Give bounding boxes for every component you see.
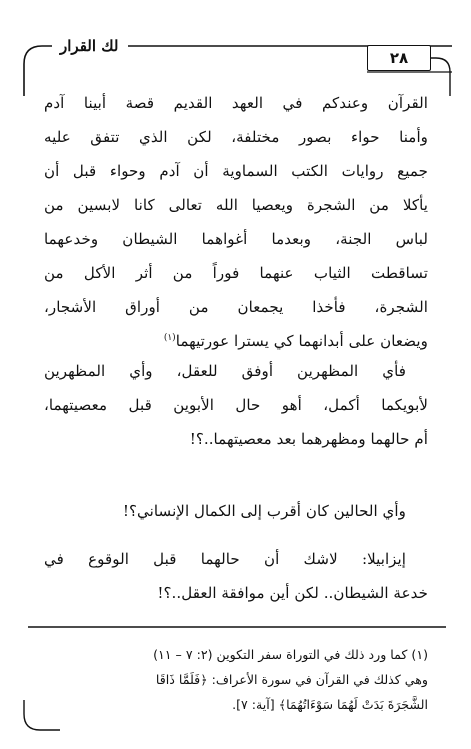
paragraph-1 [44, 86, 428, 358]
footnote-line: (١) كما ورد ذلك في التوراة سفر التكوين (٢: ٧ – ١١) [153, 647, 428, 662]
footnote-line: وهي كذلك في القرآن في سورة الأعراف: ﴿فَلَمَّا ذَاقَا [155, 672, 428, 687]
running-title: لك القرار [52, 36, 126, 56]
text-line-with-footnote [44, 324, 428, 358]
text-line: خدعة الشيطان.. لكن أين موافقة العقل..؟! [157, 584, 428, 602]
paragraph-3 [44, 494, 428, 528]
text-line: القرآن وعندكم في العهد القديم قصة أبينا آدم [44, 94, 428, 112]
text-line: فأي المظهرين أوفق للعقل، وأي المظهرين [44, 362, 406, 380]
paragraph-2 [44, 354, 428, 456]
text-line: جميع روايات الكتب السماوية أن آدم وحواء قبل أن [44, 162, 428, 180]
text-line: تساقطت الثياب عنهما فوراً من أثر الأكل من [44, 264, 428, 282]
text-line: إيزابيلا: لاشك أن حالهما قبل الوقوع في [44, 550, 406, 568]
text-line: وأي الحالين كان أقرب إلى الكمال الإنساني؟! [122, 502, 406, 520]
text-line: وأمنا حواء بصور مختلفة، لكن الذي تتفق عليه [44, 128, 428, 146]
page-number: ٢٨ [367, 45, 431, 71]
footnote-line: الشَّجَرَةَ بَدَتْ لَهُمَا سَوْءَاتُهُمَا﴾ [آية: ٧]. [232, 697, 428, 712]
paragraph-4 [44, 542, 428, 610]
text-line: لأبويكما أكمل، أهو حال الأبوين قبل معصيتهما، [44, 396, 428, 414]
text-line: الشجرة، فأخذا يجمعان من أوراق الأشجار، [44, 298, 428, 316]
text-line: أم حالهما ومظهرهما بعد معصيتهما..؟! [189, 430, 428, 448]
text-line: ويضعان على أبدانهما كي يسترا عورتيهما [175, 332, 428, 350]
frame-top-right [430, 58, 450, 96]
text-line: يأكلا من الشجرة ويعصيا الله تعالى كانا لابسين من [44, 196, 428, 214]
footnote-reference[interactable]: (١) [163, 332, 176, 343]
footnotes [44, 642, 428, 717]
text-line: لباس الجنة، وبعدما أغواهما الشيطان وخدعهما [44, 230, 428, 248]
